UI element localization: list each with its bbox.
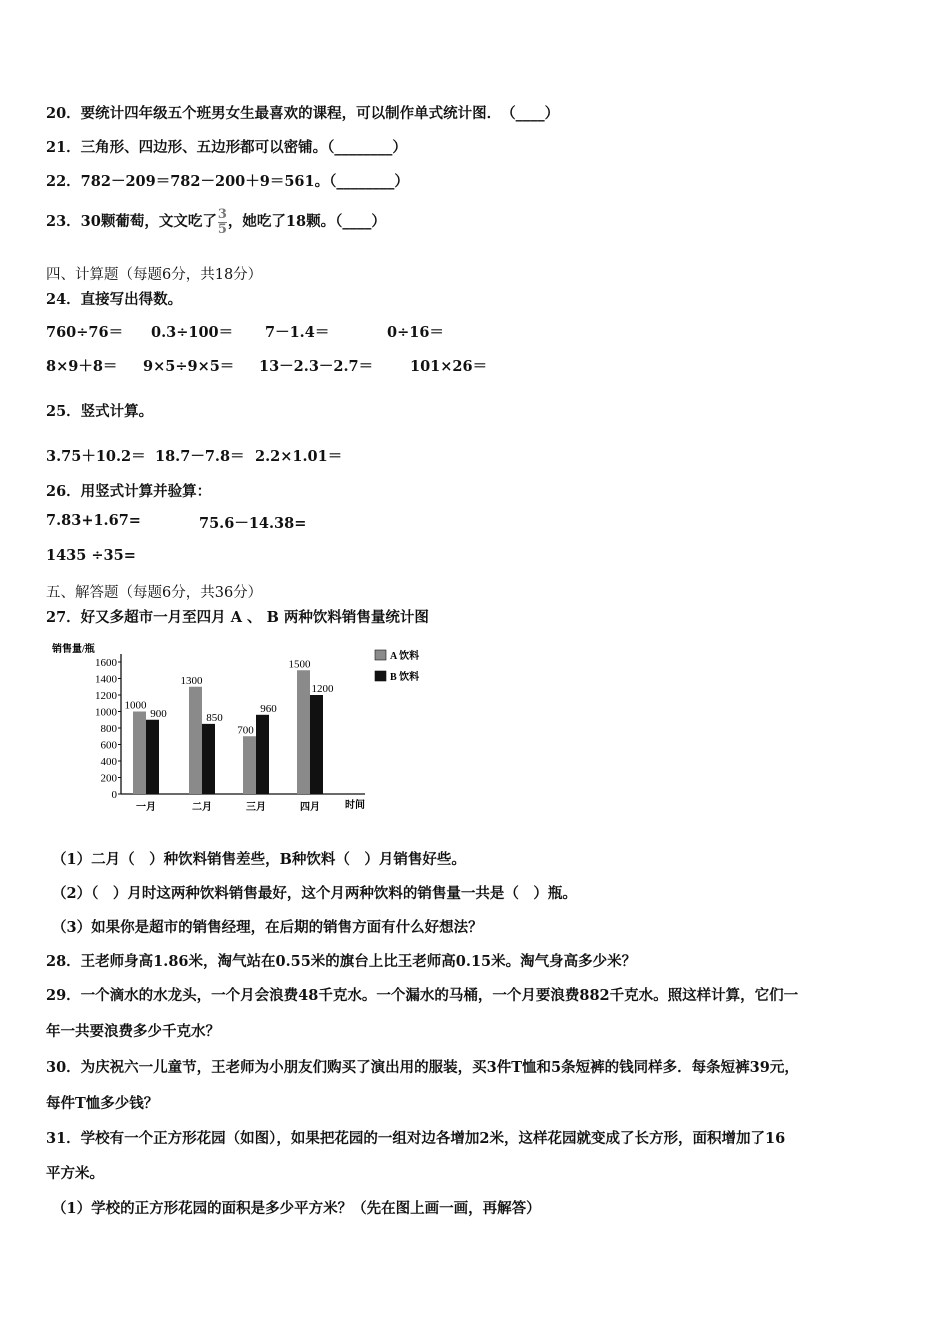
bar-b — [146, 720, 159, 794]
fraction-denominator: 5 — [217, 222, 227, 237]
question-21: 21．三角形、四边形、五边形都可以密铺。（________） — [46, 139, 407, 156]
bar-b — [202, 724, 215, 794]
calc-item: 8×9＋8＝ — [46, 358, 118, 375]
legend-label: A 饮料 — [390, 651, 420, 662]
calc-item: 13－2.3－2.7＝ — [259, 358, 374, 375]
question-23 — [46, 208, 386, 236]
bar-a — [189, 687, 202, 794]
calc-item: 3.75＋10.2＝ — [46, 448, 146, 465]
legend-label: B 饮料 — [390, 672, 420, 683]
data-label: 900 — [150, 707, 167, 720]
x-tick-label: 三月 — [246, 802, 266, 813]
x-axis-label: 时间 — [345, 800, 365, 811]
y-tick-label: 600 — [100, 739, 117, 752]
bar-b — [310, 695, 323, 794]
bar-a — [133, 712, 146, 795]
fraction-numerator: 3 — [217, 207, 227, 222]
y-tick-label: 1600 — [95, 657, 117, 669]
legend-swatch — [375, 671, 386, 681]
calc-item: 1435 ÷35= — [46, 547, 136, 564]
data-label: 1200 — [311, 683, 334, 695]
y-tick-label: 1400 — [95, 673, 117, 686]
question-20: 20．要统计四年级五个班男女生最喜欢的课程，可以制作单式统计图． （____） — [46, 105, 560, 122]
calc-item: 7.83+1.67= — [46, 512, 141, 529]
question-29-line1: 29．一个滴水的水龙头，一个月会浪费48千克水。一个漏水的马桶，一个月要浪费882千克水。照这样计算，它们一 — [46, 987, 799, 1004]
question-25: 25．竖式计算。 — [46, 403, 154, 420]
q23-text-before: 23．30颗葡萄，文文吃了 — [46, 213, 217, 230]
calc-item: 2.2×1.01＝ — [255, 448, 343, 465]
y-tick-label: 400 — [100, 756, 117, 768]
x-tick-label: 一月 — [136, 802, 156, 813]
question-28: 28．王老师身高1.86米，淘气站在0.55米的旗台上比王老师高0.15米。淘气身高多少米？ — [46, 953, 637, 970]
question-30-line1: 30．为庆祝六一儿童节，王老师为小朋友们购买了演出用的服装，买3件T恤和5条短裤的钱同样多．每条短裤39元， — [46, 1059, 799, 1076]
data-label: 1500 — [288, 658, 311, 671]
bar-a — [243, 736, 256, 794]
calc-item: 7－1.4＝ — [265, 324, 330, 341]
question-29-line2: 年一共要浪费多少千克水？ — [46, 1023, 220, 1040]
y-tick-label: 800 — [100, 723, 117, 735]
question-26: 26．用竖式计算并验算： — [46, 483, 212, 500]
data-label: 1000 — [124, 699, 147, 712]
y-tick-label: 0 — [111, 789, 117, 801]
data-label: 1300 — [180, 674, 203, 687]
legend-swatch — [375, 650, 386, 660]
y-tick-label: 200 — [100, 772, 117, 785]
y-tick-label: 1000 — [95, 706, 117, 719]
question-30-line2: 每件T恤多少钱？ — [46, 1095, 159, 1112]
question-27-2: （2）（ ）月时这两种饮料销售最好，这个月两种饮料的销售量一共是（ ）瓶。 — [52, 885, 577, 902]
question-22: 22．782－209＝782－200＋9＝561。（________） — [46, 173, 409, 190]
calc-item: 75.6－14.38= — [199, 515, 307, 532]
question-31-1: （1）学校的正方形花园的面积是多少平方米？（先在图上画一画，再解答） — [52, 1200, 541, 1217]
data-label: 960 — [260, 702, 277, 715]
data-label: 850 — [206, 711, 223, 724]
calc-item: 101×26＝ — [410, 358, 488, 375]
question-27-3: （3）如果你是超市的销售经理，在后期的销售方面有什么好想法？ — [52, 919, 483, 936]
calc-item: 0÷16＝ — [387, 324, 444, 341]
y-tick-label: 1200 — [95, 690, 117, 702]
calc-item: 760÷76＝ — [46, 324, 124, 341]
data-label: 700 — [237, 724, 254, 737]
question-31-line1: 31．学校有一个正方形花园（如图），如果把花园的一组对边各增加2米，这样花园就变成了长方形，面积增加了16 — [46, 1130, 786, 1147]
q23-text-after: ，她吃了18颗。（____） — [227, 213, 386, 230]
calc-item: 18.7－7.8＝ — [155, 448, 245, 465]
fraction — [218, 208, 227, 236]
question-27: 27．好又多超市一月至四月 A 、 B 两种饮料销售量统计图 — [46, 609, 429, 626]
bar-b — [256, 715, 269, 794]
y-axis-label: 销售量/瓶 — [52, 644, 95, 655]
x-tick-label: 四月 — [300, 802, 320, 813]
bar-chart — [40, 630, 440, 820]
bar-a — [297, 670, 310, 794]
section-4-heading: 四、计算题（每题6分，共18分） — [46, 267, 263, 283]
question-27-1: （1）二月（ ）种饮料销售差些，B种饮料（ ）月销售好些。 — [52, 851, 466, 868]
calc-item: 0.3÷100＝ — [151, 324, 234, 341]
calc-item: 9×5÷9×5＝ — [143, 358, 235, 375]
section-5-heading: 五、解答题（每题6分，共36分） — [46, 585, 263, 601]
x-tick-label: 二月 — [192, 802, 212, 813]
question-31-line2: 平方米。 — [46, 1165, 104, 1182]
question-24: 24．直接写出得数。 — [46, 291, 183, 308]
